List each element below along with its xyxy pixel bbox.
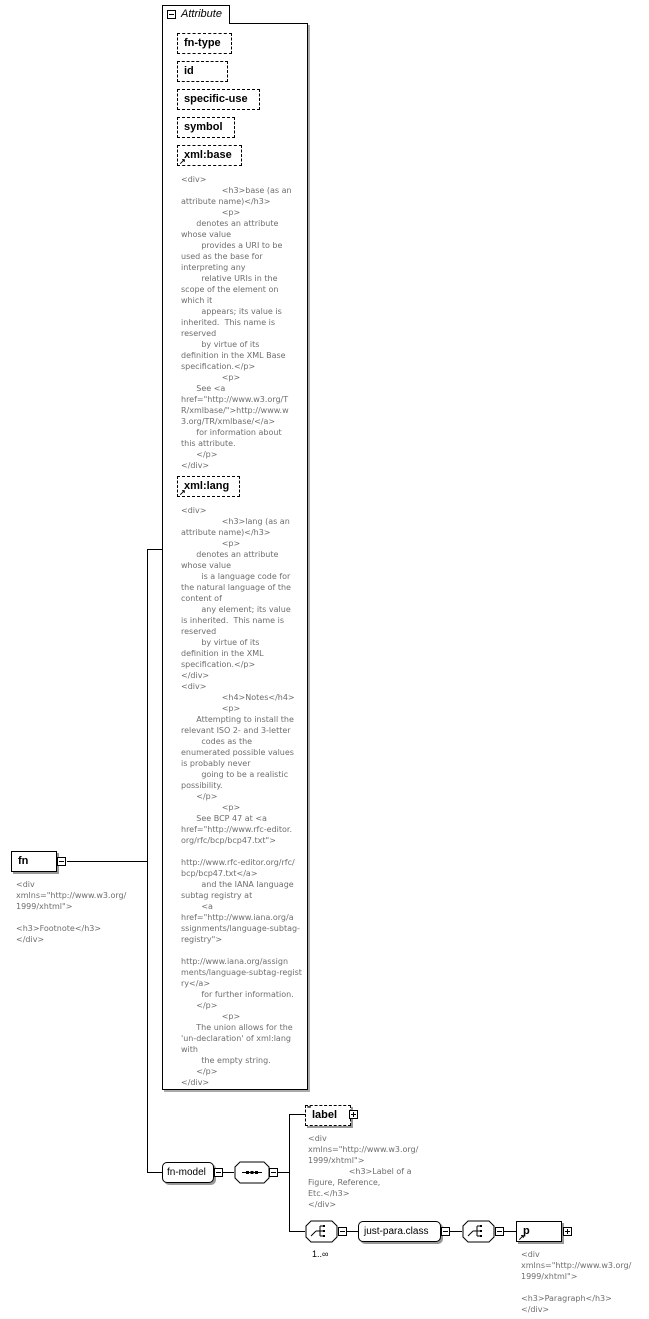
attribute-symbol[interactable]	[177, 117, 235, 138]
connector-choice2-to-p	[504, 1231, 516, 1232]
collapse-choice-2-icon[interactable]	[495, 1227, 504, 1236]
reference-arrow-icon: ↗	[179, 157, 186, 166]
connector-branch-vertical	[147, 549, 148, 1173]
attribute-id[interactable]	[177, 61, 228, 82]
connector-split-vertical	[289, 1114, 290, 1231]
attribute-fn-type-label: fn-type	[184, 37, 221, 49]
fn-doc: <div xmlns="http://www.w3.org/ 1999/xhtml"> <h3>Footnote</h3> </div>	[16, 880, 127, 944]
choice-compositor-2-icon[interactable]	[462, 1220, 495, 1243]
just-para-class-group-box[interactable]	[358, 1221, 441, 1242]
fn-element-box[interactable]	[11, 851, 57, 872]
choice-compositor-icon[interactable]	[305, 1220, 338, 1243]
attribute-id-label: id	[184, 65, 194, 77]
fn-model-group-box[interactable]	[162, 1162, 214, 1183]
choice-cardinality: 1..∞	[312, 1249, 329, 1259]
attribute-group-tab	[162, 5, 230, 24]
attribute-xml-lang-label: xml:lang	[184, 480, 230, 492]
connector-to-model	[147, 1172, 163, 1173]
sequence-compositor-icon[interactable]	[234, 1161, 270, 1184]
p-element-label: p	[523, 1225, 530, 1237]
collapse-fn-icon[interactable]	[57, 857, 66, 866]
reference-arrow-icon: ↗	[518, 1233, 525, 1242]
connector-root-to-branch	[67, 861, 148, 862]
expand-p-icon[interactable]	[563, 1227, 572, 1236]
attribute-fn-type[interactable]	[177, 33, 232, 54]
reference-arrow-icon: ↗	[179, 488, 186, 497]
attribute-specific-use-label: specific-use	[184, 93, 248, 105]
collapse-just-para-class-icon[interactable]	[441, 1227, 450, 1236]
collapse-choice-icon[interactable]	[338, 1227, 347, 1236]
connector-choice-to-group	[346, 1231, 358, 1232]
attribute-xml-base-label: xml:base	[184, 149, 232, 161]
connector-to-attributes	[147, 549, 163, 550]
label-element-box[interactable]	[305, 1105, 351, 1126]
reference-arrow-icon: ⁼	[307, 1104, 312, 1113]
connector-group-to-choice2	[450, 1231, 462, 1232]
p-doc: <div xmlns="http://www.w3.org/ 1999/xhtml"> <h3>Paragraph</h3> </div>	[521, 1250, 632, 1314]
connector-to-label	[289, 1114, 305, 1115]
collapse-attributes-icon[interactable]	[167, 10, 176, 19]
attribute-specific-use[interactable]	[177, 89, 260, 110]
fn-model-label: fn-model	[167, 1167, 206, 1178]
attribute-xml-base[interactable]	[177, 145, 242, 166]
expand-label-icon[interactable]	[349, 1110, 358, 1119]
p-element-box[interactable]	[516, 1221, 562, 1242]
label-doc: <div xmlns="http://www.w3.org/ 1999/xhtml"> <h3>Label of a Figure, Reference, Etc.</h3> </div>	[308, 1134, 419, 1209]
fn-element-label: fn	[18, 855, 29, 867]
xml-lang-doc: <div> <h3>lang (as an attribute name)</h3> <p> denotes an attribute whose value is a language code for the natural language of the content of any element; its value is inherited. This name is reserved by virtue of its definition in the XML specification.</p> </div> <div> <h4>Notes</h4> <p> Attempting to install the relevant ISO 2- and 3-letter codes as the enumerated possible values is probably never going to be a realistic possibility. </p> <p> See BCP 47 at <a href="http://www.rfc-editor. org/rfc/bcp/bcp47.txt"> http://www.rfc-editor.org/rfc/ bcp/bcp47.txt</a> and the IANA language subtag registry at <a href="http://www.iana.org/a ssignments/language-subtag- registry"> http://www.iana.org/assign ments/language-subtag-regist ry</a> for further information. </p> <p> The union allows for the 'un-declaration' of xml:lang with the empty string. </p> </div>	[181, 506, 302, 1087]
xml-base-doc: <div> <h3>base (as an attribute name)</h3> <p> denotes an attribute whose value provides a URI to be used as the base for interpreting any relative URIs in the scope of the element on which it appears; its value is inherited. This name is reserved by virtue of its definition in the XML Base specification.</p> <p> See <a href="http://www.w3.org/T R/xmlbase/">http://www.w 3.org/TR/xmlbase/</a> for information about this attribute. </p> </div>	[181, 175, 292, 470]
attribute-symbol-label: symbol	[184, 121, 223, 133]
label-element-label: label	[312, 1109, 338, 1121]
connector-model-to-seq	[222, 1172, 234, 1173]
attribute-group-title: Attribute	[181, 8, 222, 20]
collapse-sequence-icon[interactable]	[269, 1168, 278, 1177]
attribute-xml-lang[interactable]	[177, 476, 240, 497]
just-para-class-label: just-para.class	[364, 1226, 429, 1237]
collapse-fn-model-icon[interactable]	[214, 1168, 223, 1177]
connector-to-choice	[289, 1231, 305, 1232]
